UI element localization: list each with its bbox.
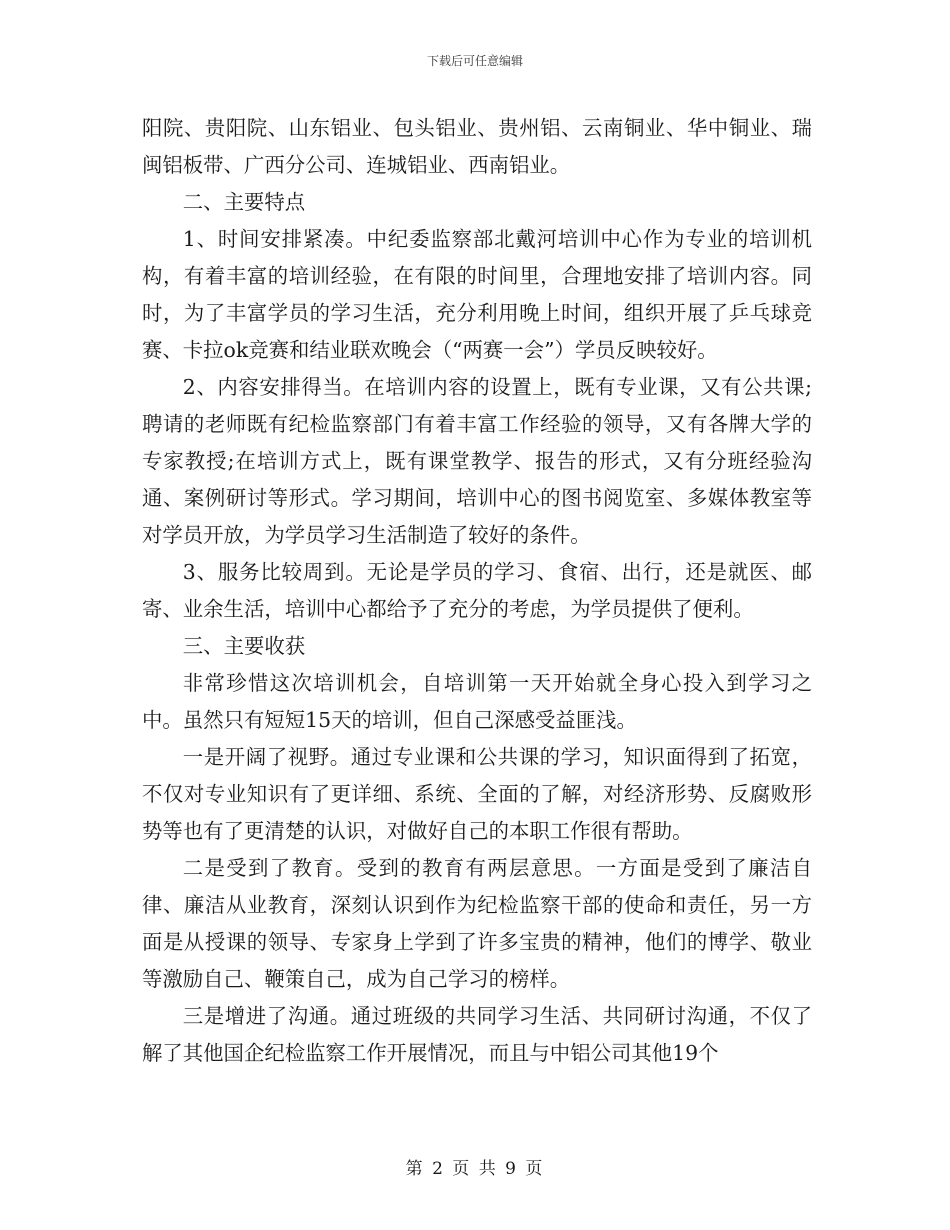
paragraph: 二是受到了教育。受到的教育有两层意思。一方面是受到了廉洁自律、廉洁从业教育，深刻认识到作为纪检监察干部的使命和责任，另一方面是从授课的领导、专家身上学到了许多宝贵的精神，他们的博学、敬业等激励自己、鞭策自己，成为自己学习的榜样。 xyxy=(142,856,812,991)
paragraph: 1、时间安排紧凑。中纪委监察部北戴河培训中心作为专业的培训机构，有着丰富的培训经验，在有限的时间里，合理地安排了培训内容。同时，为了丰富学员的学习生活，充分利用晚上时间，组织开展了乒乓球竞赛、卡拉ok竞赛和结业联欢晚会（“两赛一会”）学员反映较好。 xyxy=(142,227,812,362)
section-heading: 三、主要收获 xyxy=(182,634,306,658)
paragraph: 阳院、贵阳院、山东铝业、包头铝业、贵州铝、云南铜业、华中铜业、瑞闽铝板带、广西分公司、连城铝业、西南铝业。 xyxy=(142,116,812,177)
page-number: 第 2 页 共 9 页 xyxy=(405,1159,545,1179)
section-heading: 二、主要特点 xyxy=(182,190,306,214)
paragraph: 非常珍惜这次培训机会，自培训第一天开始就全身心投入到学习之中。虽然只有短短15天的培训，但自己深感受益匪浅。 xyxy=(142,671,812,732)
paragraph: 2、内容安排得当。在培训内容的设置上，既有专业课，又有公共课;聘请的老师既有纪检监察部门有着丰富工作经验的领导，又有各牌大学的专家教授;在培训方式上，既有课堂教学、报告的形式，又有分班经验沟通、案例研讨等形式。学习期间，培训中心的图书阅览室、多媒体教室等对学员开放，为学员学习生活制造了较好的条件。 xyxy=(142,375,812,547)
paragraph: 三是增进了沟通。通过班级的共同学习生活、共同研讨沟通，不仅了解了其他国企纪检监察工作开展情况，而且与中铝公司其他19个 xyxy=(142,1004,812,1065)
document-body xyxy=(142,110,812,1072)
page-header-note: 下载后可任意编辑 xyxy=(426,54,523,68)
paragraph: 3、服务比较周到。无论是学员的学习、食宿、出行，还是就医、邮寄、业余生活，培训中心都给予了充分的考虑，为学员提供了便利。 xyxy=(142,560,812,621)
paragraph: 一是开阔了视野。通过专业课和公共课的学习，知识面得到了拓宽，不仅对专业知识有了更详细、系统、全面的了解，对经济形势、反腐败形势等也有了更清楚的认识，对做好自己的本职工作很有帮助。 xyxy=(142,745,812,843)
